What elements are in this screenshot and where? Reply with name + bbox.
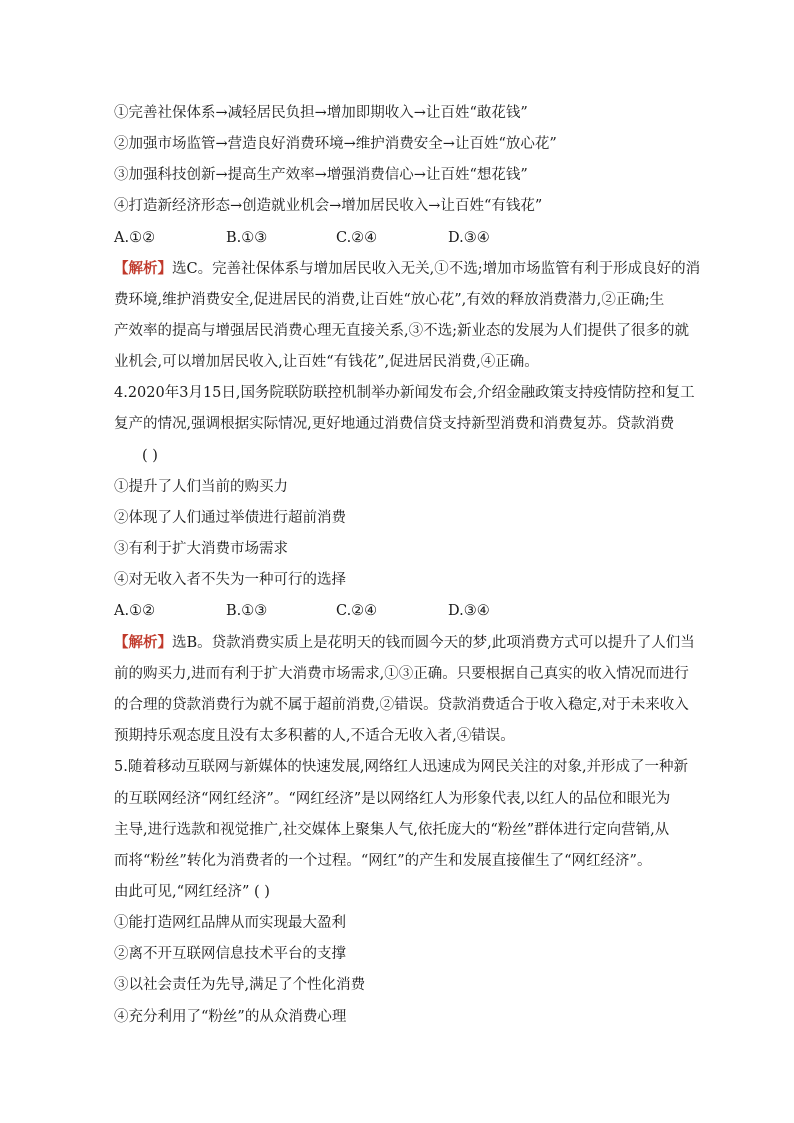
- q3-analysis-line-4: 业机会,可以增加居民收入,让百姓“有钱花”,促进居民消费,④正确。: [114, 354, 539, 370]
- q3-option-1: ①完善社保体系→减轻居民负担→增加即期收入→让百姓“敢花钱”: [114, 105, 528, 121]
- q5-stem-line-5: 由此可见,“网红经济” ( ): [114, 884, 270, 900]
- q4-option-2: ②体现了人们通过举债进行超前消费: [114, 510, 346, 526]
- q3-choice-b: B.①③: [226, 230, 268, 246]
- q4-option-1: ①提升了人们当前的购买力: [114, 479, 288, 495]
- q4-answer-blank: ( ): [142, 448, 158, 464]
- q4-analysis-tag: 【解析】: [114, 634, 172, 651]
- q4-analysis-line-2: 前的购买力,进而有利于扩大消费市场需求,①③正确。只要根据自己真实的收入情况而进行: [114, 666, 689, 682]
- q4-choice-d: D.③④: [448, 603, 490, 619]
- q3-choice-a: A.①②: [114, 230, 156, 246]
- q5-option-3: ③以社会责任为先导,满足了个性化消费: [114, 977, 366, 993]
- q3-choice-d: D.③④: [448, 230, 490, 246]
- q5-option-1: ①能打造网红品牌从而实现最大盈利: [114, 915, 346, 931]
- q4-analysis-line-3: 的合理的贷款消费行为就不属于超前消费,②错误。贷款消费适合于收入稳定,对于未来收入: [114, 697, 689, 713]
- q5-stem-line-3: 主导,进行选款和视觉推广,社交媒体上聚集人气,依托庞大的“粉丝”群体进行定向营销,从: [114, 822, 670, 838]
- q3-option-4: ④打造新经济形态→创造就业机会→增加居民收入→让百姓“有钱花”: [114, 198, 543, 214]
- q5-stem-line-2: 的互联网经济“网红经济”。“网红经济”是以网络红人为形象代表,以红人的品位和眼光为: [114, 791, 671, 807]
- q4-choice-b: B.①③: [226, 603, 268, 619]
- q4-analysis-line-1: 【解析】选B。贷款消费实质上是花明天的钱而圆今天的梦,此项消费方式可以提升了人们当: [114, 634, 695, 651]
- q4-option-3: ③有利于扩大消费市场需求: [114, 541, 288, 557]
- q3-analysis-tag: 【解析】: [114, 260, 172, 277]
- q5-stem-line-1: 5.随着移动互联网与新媒体的快速发展,网络红人迅速成为网民关注的对象,并形成了一种新: [114, 759, 689, 775]
- q3-choice-c: C.②④: [336, 230, 378, 246]
- q3-option-2: ②加强市场监管→营造良好消费环境→维护消费安全→让百姓“放心花”: [114, 136, 557, 152]
- q4-stem-line-1: 4.2020年3月15日,国务院联防联控机制举办新闻发布会,介绍金融政策支持疫情防控和复工: [114, 385, 695, 401]
- q3-analysis-line-1: 【解析】选C。完善社保体系与增加居民收入无关,①不选;增加市场监管有利于形成良好的消: [114, 260, 701, 277]
- q5-option-2: ②离不开互联网信息技术平台的支撑: [114, 946, 346, 962]
- q4-choice-c: C.②④: [336, 603, 378, 619]
- q3-analysis-line-2: 费环境,维护消费安全,促进居民的消费,让百姓“放心花”,有效的释放消费潜力,②正确;生: [114, 292, 665, 308]
- q4-choice-a: A.①②: [114, 603, 156, 619]
- q5-stem-line-4: 而将“粉丝”转化为消费者的一个过程。“网红”的产生和发展直接催生了“网红经济”。: [114, 853, 652, 869]
- q5-option-4: ④充分利用了“粉丝”的从众消费心理: [114, 1009, 347, 1025]
- q4-stem-line-2: 复产的情况,强调根据实际情况,更好地通过消费信贷支持新型消费和消费复苏。贷款消费: [114, 416, 675, 432]
- q4-option-4: ④对无收入者不失为一种可行的选择: [114, 572, 346, 588]
- q3-option-3: ③加强科技创新→提高生产效率→增强消费信心→让百姓“想花钱”: [114, 167, 528, 183]
- q4-analysis-line-4: 预期持乐观态度且没有太多积蓄的人,不适合无收入者,④错误。: [114, 728, 515, 744]
- q3-analysis-line-3: 产效率的提高与增强居民消费心理无直接关系,③不选;新业态的发展为人们提供了很多的就: [114, 323, 689, 339]
